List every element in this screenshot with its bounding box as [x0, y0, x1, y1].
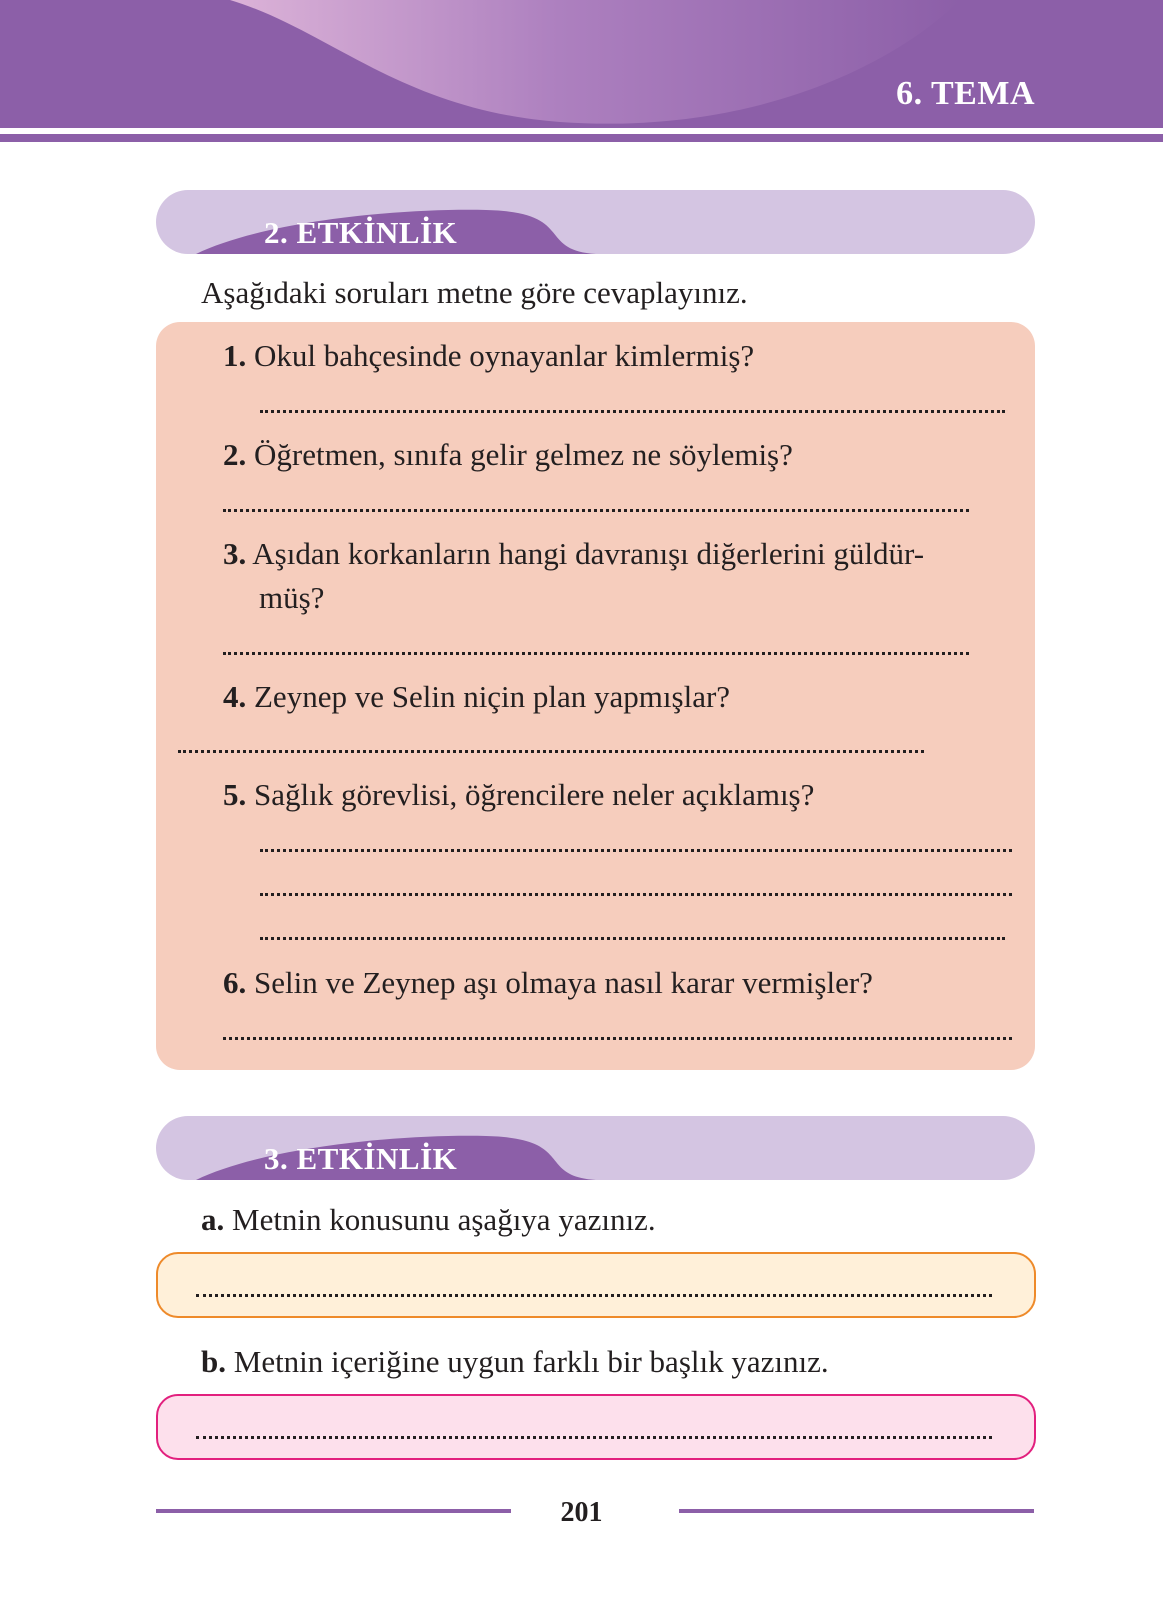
question-number: 4. — [223, 679, 247, 714]
theme-title: 6. TEMA — [896, 75, 1035, 112]
answer-line-5c[interactable] — [260, 937, 1005, 940]
part-b-label: b. — [201, 1344, 226, 1379]
question-6 — [223, 965, 873, 1001]
part-a-text: Metnin konusunu aşağıya yazınız. — [232, 1202, 656, 1237]
question-number: 5. — [223, 777, 247, 812]
question-text: Okul bahçesinde oynayanlar kimlermiş? — [254, 338, 755, 373]
question-number: 2. — [223, 437, 247, 472]
question-5 — [223, 777, 814, 813]
part-b-text: Metnin içeriğine uygun farklı bir başlık yazınız. — [233, 1344, 829, 1379]
activity-2-instruction: Aşağıdaki soruları metne göre cevaplayınız. — [201, 275, 748, 310]
question-2 — [223, 437, 793, 473]
answer-line-6[interactable] — [223, 1037, 1012, 1040]
activity-3-part-b — [201, 1344, 829, 1380]
question-text: Öğretmen, sınıfa gelir gelmez ne söylemiş? — [254, 437, 793, 472]
question-text: Selin ve Zeynep aşı olmaya nasıl karar vermişler? — [254, 965, 873, 1000]
question-4 — [223, 679, 730, 715]
page-header — [0, 0, 1163, 150]
answer-box-b[interactable] — [156, 1394, 1036, 1460]
answer-line-2[interactable] — [223, 509, 969, 512]
question-text: Aşıdan korkanların hangi davranışı diğerlerini güldür- — [252, 536, 925, 571]
answer-box-a[interactable] — [156, 1252, 1036, 1318]
page-number: 201 — [560, 1497, 603, 1528]
activity-2-banner — [156, 190, 1035, 254]
answer-line-4[interactable] — [178, 750, 924, 753]
activity-3-banner — [156, 1116, 1035, 1180]
activity-3-part-a — [201, 1202, 656, 1238]
answer-line-5a[interactable] — [260, 849, 1012, 852]
part-a-label: a. — [201, 1202, 225, 1237]
answer-line-b[interactable] — [196, 1436, 992, 1439]
question-text: Zeynep ve Selin niçin plan yapmışlar? — [254, 679, 731, 714]
activity-3-title: 3. ETKİNLİK — [264, 1141, 458, 1176]
question-number: 3. — [223, 536, 247, 571]
answer-line-5b[interactable] — [260, 893, 1012, 896]
question-3 — [223, 536, 924, 572]
activity-2-title: 2. ETKİNLİK — [264, 215, 458, 250]
answer-line-3[interactable] — [223, 652, 969, 655]
question-number: 6. — [223, 965, 247, 1000]
question-number: 1. — [223, 338, 247, 373]
answer-line-a[interactable] — [196, 1294, 992, 1297]
question-3-continued: müş? — [259, 580, 325, 615]
answer-line-1[interactable] — [260, 410, 1005, 413]
question-1 — [223, 338, 754, 374]
question-text: Sağlık görevlisi, öğrencilere neler açıklamış? — [254, 777, 815, 812]
